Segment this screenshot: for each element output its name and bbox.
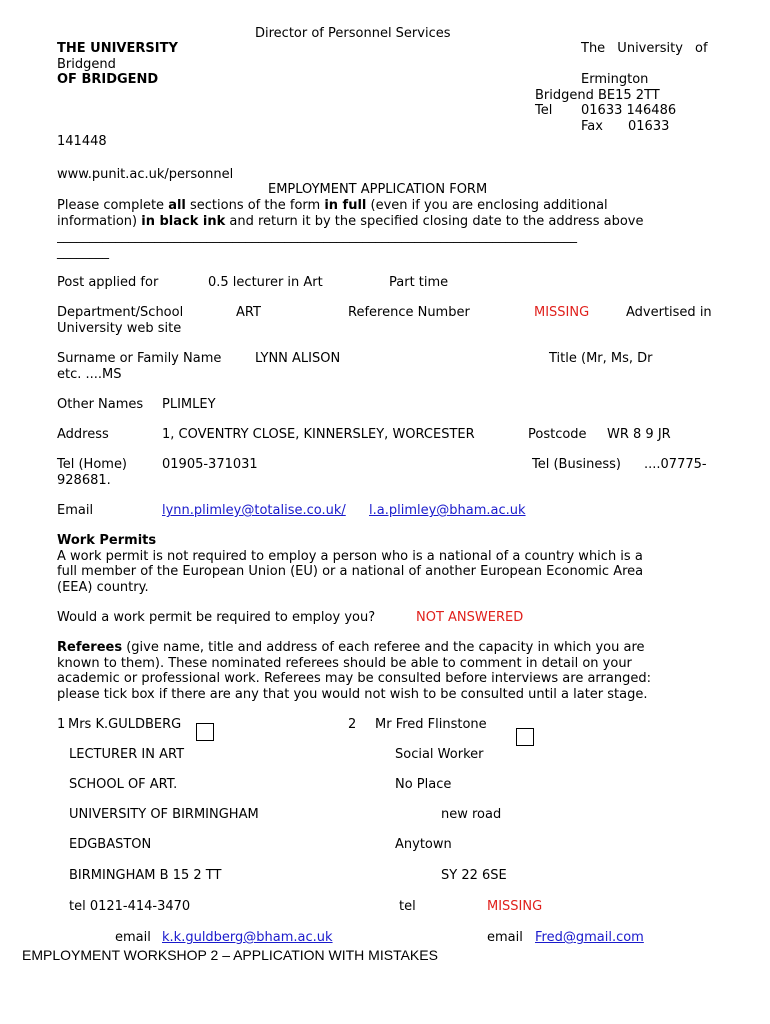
university-name-line2: Bridgend [57,57,116,72]
instr-bold-black-ink: in black ink [141,214,226,229]
tel-business-label: Tel (Business) [532,457,621,472]
tel-home-label: Tel (Home) [57,457,128,472]
referee-1-email-link[interactable]: k.k.guldberg@bham.ac.uk [162,930,333,945]
postcode-value: WR 8 9 JR [607,427,671,442]
referee-2-name: Mr Fred Flinstone [375,717,487,732]
fax-value: 01633 [628,119,670,134]
address-line2: Ermington [581,72,649,87]
advertised-value: University web site [57,321,182,336]
referee-2-number: 2 [348,717,357,732]
postcode-label: Postcode [528,427,587,442]
university-name-line3: OF BRIDGEND [57,72,159,87]
surname-label: Surname or Family Name [57,351,222,366]
other-names-label: Other Names [57,397,144,412]
fax-continuation: 141448 [57,134,107,149]
tel-home-value: 01905-371031 [162,457,258,472]
instr-bold-all: all [168,198,186,213]
work-permit-question: Would a work permit be required to employ you? [57,610,376,625]
post-type: Part time [389,275,449,290]
advertised-label: Advertised in [626,305,712,320]
instr-text: sections of the form [185,198,325,213]
title-value: etc. ....MS [57,367,122,382]
referee-1-line: SCHOOL OF ART. [69,777,178,792]
instr-text: and return it by the specified closing date to the address above [225,214,644,229]
website: www.punit.ac.uk/personnel [57,167,234,182]
other-names-value: PLIMLEY [162,397,216,412]
referee-2-tel-value: MISSING [487,899,543,914]
referee-1-number: 1 [57,717,66,732]
work-permits-text-2: full member of the European Union (EU) or a national of another European Economic Area [57,564,644,579]
instr-bold-in-full: in full [324,198,367,213]
separator-rule: ________________________________________________________________________________ [57,229,577,244]
instr-text: information) [57,214,142,229]
instructions-line2 [57,214,643,229]
department-value: ART [236,305,261,320]
university-name-line1: THE UNIVERSITY [57,41,178,56]
fax-label: Fax [581,119,603,134]
post-label: Post applied for [57,275,159,290]
tel-value: 01633 146486 [581,103,677,118]
instr-text: (even if you are enclosing additional [366,198,608,213]
tel-business-value: ....07775- [644,457,707,472]
referees-intro-2: known to them). These nominated referees should be able to comment in detail on your [57,656,632,671]
post-value: 0.5 lecturer in Art [208,275,323,290]
work-permit-answer: NOT ANSWERED [416,610,524,625]
work-permits-text-1: A work permit is not required to employ a person who is a national of a country which is a [57,549,643,564]
address-label: Address [57,427,109,442]
reference-label: Reference Number [348,305,470,320]
referee-1-email-label: email [115,930,151,945]
referee-1-line: UNIVERSITY OF BIRMINGHAM [69,807,259,822]
instr-text: Please complete [57,198,169,213]
title-label: Title (Mr, Ms, Dr [549,351,653,366]
instructions-line1 [57,198,608,213]
referee-1-line: EDGBASTON [69,837,152,852]
referee-1-name: Mrs K.GULDBERG [68,717,182,732]
reference-value: MISSING [534,305,590,320]
referee-1-line: BIRMINGHAM B 15 2 TT [69,868,222,883]
referees-intro-1 [57,640,645,655]
referee-2-line: new road [441,807,502,822]
referee-1-line: LECTURER IN ART [69,747,185,762]
form-title: EMPLOYMENT APPLICATION FORM [268,182,488,197]
referee-2-line: No Place [395,777,452,792]
tel-label: Tel [535,103,553,118]
address-line1: The University of [581,41,708,56]
address-line3: Bridgend BE15 2TT [535,88,660,103]
surname-value: LYNN ALISON [255,351,341,366]
tel-business-value-cont: 928681. [57,473,111,488]
referees-intro-3: academic or professional work. Referees may be consulted before interviews are arranged: [57,671,651,686]
email-link-2[interactable]: l.a.plimley@bham.ac.uk [369,503,526,518]
referee-1-checkbox[interactable] [196,723,214,741]
referee-2-checkbox[interactable] [516,728,534,746]
work-permits-heading: Work Permits [57,533,157,548]
referee-2-email-label: email [487,930,523,945]
referee-2-line: SY 22 6SE [441,868,507,883]
address-value: 1, COVENTRY CLOSE, KINNERSLEY, WORCESTER [162,427,475,442]
footer-caption: EMPLOYMENT WORKSHOP 2 – APPLICATION WITH MISTAKES [22,947,438,963]
email-link-1[interactable]: lynn.plimley@totalise.co.uk/ [162,503,346,518]
referees-text: (give name, title and address of each referee and the capacity in which you are [122,640,645,655]
work-permits-text-3: (EEA) country. [57,580,149,595]
referees-intro-4: please tick box if there are any that you would not wish to be consulted until a later stage. [57,687,648,702]
email-label: Email [57,503,94,518]
department-label: Department/School [57,305,184,320]
referee-2-tel-label: tel [399,899,416,914]
director-title: Director of Personnel Services [255,26,451,41]
referees-heading: Referees [57,640,123,655]
referee-2-line: Anytown [395,837,452,852]
referee-2-email-link[interactable]: Fred@gmail.com [535,930,644,945]
referee-1-tel: tel 0121-414-3470 [69,899,191,914]
referee-2-line: Social Worker [395,747,484,762]
separator-rule-cont: ________ [57,245,109,260]
